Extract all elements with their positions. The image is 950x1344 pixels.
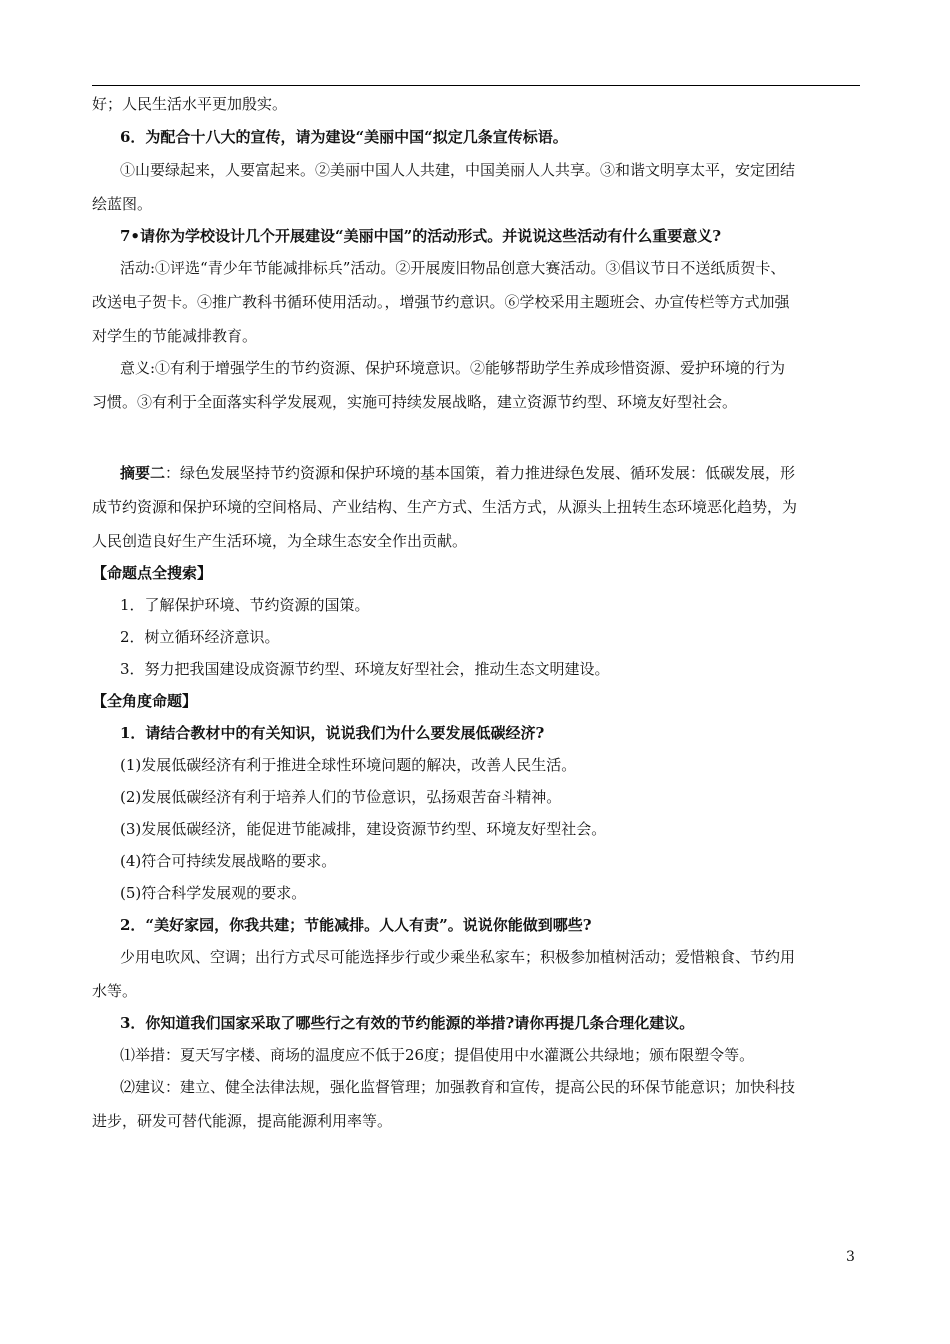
section-heading-questions: 【全角度命题】 bbox=[92, 692, 198, 710]
answer-line: 对学生的节能减排教育。 bbox=[92, 327, 258, 345]
summary-paragraph bbox=[92, 462, 860, 484]
list-item: 1．了解保护环境、节约资源的国策。 bbox=[120, 596, 370, 614]
question-6: 6．为配合十八大的宣传，请为建设“美丽中国“拟定几条宣传标语。 bbox=[120, 128, 568, 146]
page-body bbox=[92, 93, 860, 1132]
section-heading-search: 【命题点全搜索】 bbox=[92, 564, 213, 582]
answer-line: 水等。 bbox=[92, 982, 138, 1000]
answer-line: ⑵建议：建立、健全法律法规，强化监督管理；加强教育和宣传，提高公民的环保节能意识；加快科技 bbox=[120, 1078, 796, 1096]
answer-line: 进步，研发可替代能源，提高能源利用率等。 bbox=[92, 1112, 393, 1130]
answer-line: 活动:①评选“青少年节能减排标兵”活动。②开展废旧物品创意大赛活动。③倡议节日不送纸质贺卡、 bbox=[120, 259, 786, 277]
summary-line: 成节约资源和保护环境的空间格局、产业结构、生产方式、生活方式，从源头上扭转生态环境恶化趋势，为 bbox=[92, 498, 798, 516]
question-7: 7•请你为学校设计几个开展建设“美丽中国”的活动形式。并说说这些活动有什么重要意义? bbox=[120, 227, 722, 245]
answer-line: (2)发展低碳经济有利于培养人们的节俭意识，弘扬艰苦奋斗精神。 bbox=[120, 788, 562, 806]
answer-line: 习惯。③有利于全面落实科学发展观，实施可持续发展战略，建立资源节约型、环境友好型社会。 bbox=[92, 393, 738, 411]
answer-line: ①山要绿起来，人要富起来。②美丽中国人人共建，中国美丽人人共享。③和谐文明享太平，安定团结 bbox=[120, 161, 796, 179]
answer-line: (3)发展低碳经济，能促进节能减排，建设资源节约型、环境友好型社会。 bbox=[120, 820, 607, 838]
list-item: 3．努力把我国建设成资源节约型、环境友好型社会，推动生态文明建设。 bbox=[120, 660, 610, 678]
question-1: 1．请结合教材中的有关知识，说说我们为什么要发展低碳经济? bbox=[120, 724, 545, 742]
question-3: 3．你知道我们国家采取了哪些行之有效的节约能源的举措?请你再提几条合理化建议。 bbox=[120, 1014, 695, 1032]
body-line: 好；人民生活水平更加殷实。 bbox=[92, 95, 288, 113]
answer-line: 改送电子贺卡。④推广教科书循环使用活动。，增强节约意识。⑥学校采用主题班会、办宣传栏等方式加强 bbox=[92, 293, 790, 311]
answer-line: (5)符合科学发展观的要求。 bbox=[120, 884, 307, 902]
question-2: 2．“美好家园，你我共建；节能减排。人人有责”。说说你能做到哪些? bbox=[120, 916, 592, 934]
answer-line: 少用电吹风、空调；出行方式尽可能选择步行或少乘坐私家车；积极参加植树活动；爱惜粮食、节约用 bbox=[120, 948, 796, 966]
header-rule bbox=[92, 85, 860, 86]
list-item: 2．树立循环经济意识。 bbox=[120, 628, 280, 646]
answer-line: 意义:①有利于增强学生的节约资源、保护环境意识。②能够帮助学生养成珍惜资源、爱护环境的行为 bbox=[120, 359, 786, 377]
summary-label: 摘要二 bbox=[120, 464, 166, 482]
answer-line: 绘蓝图。 bbox=[92, 195, 153, 213]
page-number: 3 bbox=[846, 1249, 855, 1265]
summary-text: ：绿色发展坚持节约资源和保护环境的基本国策，着力推进绿色发展、循环发展：低碳发展，形 bbox=[165, 464, 796, 482]
answer-line: ⑴举措：夏天写字楼、商场的温度应不低于26度；提倡使用中水灌溉公共绿地；颁布限塑令等。 bbox=[120, 1046, 755, 1064]
answer-line: (1)发展低碳经济有利于推进全球性环境问题的解决，改善人民生活。 bbox=[120, 756, 577, 774]
answer-line: (4)符合可持续发展战略的要求。 bbox=[120, 852, 337, 870]
summary-line: 人民创造良好生产生活环境，为全球生态安全作出贡献。 bbox=[92, 532, 468, 550]
